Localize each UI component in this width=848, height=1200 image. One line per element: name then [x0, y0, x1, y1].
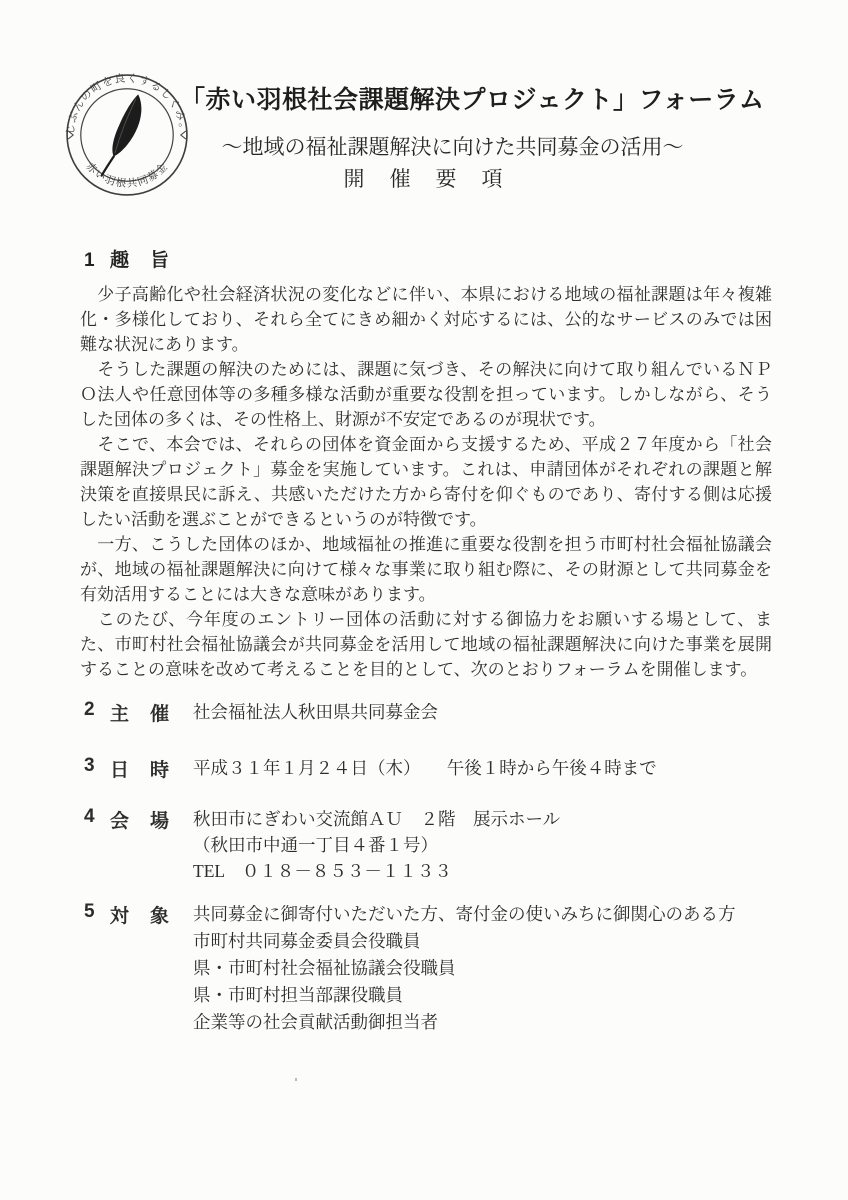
organizer-name: 社会福祉法人秋田県共同募金会: [193, 702, 438, 722]
event-datetime: 平成３１年１月２４日（木） 午後１時から午後４時まで: [193, 758, 657, 778]
header: [180, 80, 765, 161]
venue-phone: TEL ０１８－８５３－１１３３: [193, 861, 452, 881]
section-datetime: [80, 755, 772, 782]
document-body: [80, 249, 772, 1036]
stamp-top-text: じぶんの町を良くするしくみ。: [64, 72, 190, 136]
detail-sections: [80, 699, 772, 1036]
page-title: 「赤い羽根社会課題解決プロジェクト」フォーラム: [180, 86, 765, 114]
section-purpose-heading: [80, 249, 772, 273]
stamp-bottom-text: 赤い羽根共同募金: [83, 160, 171, 191]
section-audience: [80, 901, 772, 1036]
section-label: 日 時: [110, 760, 171, 781]
audience-content: [193, 901, 772, 1036]
section-label: 趣 旨: [110, 250, 171, 271]
section-organizer: [80, 699, 772, 726]
section-number: 1: [84, 250, 95, 271]
section-label: 対 象: [110, 906, 171, 927]
purpose-paragraph: 少子高齢化や社会経済状況の変化などに伴い、本県における地域の福祉課題は年々複雑化・多様化しており、それら全てにきめ細かく対応するには、公的なサービスのみでは困難な状況にあります。: [80, 285, 772, 354]
datetime-content: [193, 755, 772, 781]
scan-speck: [295, 1078, 297, 1081]
venue-name: 秋田市にぎわい交流館ＡＵ ２階 展示ホール: [193, 809, 561, 829]
section-purpose-text: [80, 282, 772, 682]
section-label: 主 催: [110, 704, 171, 725]
audience-item: 市町村共同募金委員会役職員: [193, 931, 421, 951]
purpose-paragraph: このたび、今年度のエントリー団体の活動に対する御協力をお願いする場として、また、市町村社会福祉協議会が共同募金を活用して地域の福祉課題解決に向けた事業を展開することの意味を改めて考えることを目的として、次のとおりフォーラムを開催します。: [80, 610, 772, 679]
audience-item: 県・市町村担当部課役職員: [193, 985, 403, 1005]
purpose-paragraph: 一方、こうした団体のほか、地域福祉の推進に重要な役割を担う市町村社会福祉協議会が、地域の福祉課題解決に向けて様々な事業に取り組む際に、その財源として共同募金を有効活用することには大きな意味があります。: [80, 535, 772, 604]
section-venue: [80, 806, 772, 884]
section-label: 会 場: [110, 811, 171, 832]
organizer-content: [193, 699, 772, 725]
venue-content: [193, 806, 772, 884]
audience-item: 共同募金に御寄付いただいた方、寄付金の使いみちに御関心のある方: [193, 904, 736, 924]
section-number: 2: [84, 699, 95, 720]
page-subtitle: ～地域の福祉課題解決に向けた共同募金の活用～: [221, 136, 684, 159]
venue-address: （秋田市中通一丁目４番１号）: [193, 835, 438, 855]
doc-type-heading: 開 催 要 項: [343, 168, 505, 191]
section-number: 3: [84, 755, 95, 776]
audience-item: 県・市町村社会福祉協議会役職員: [193, 958, 456, 978]
purpose-paragraph: そうした課題の解決のためには、課題に気づき、その解決に向けて取り組んでいるＮＰＯ法人や任意団体等の多種多様な活動が重要な役割を担っています。しかしながら、そうした団体の多くは、その性格上、財源が不安定であるのが現状です。: [80, 360, 772, 429]
purpose-paragraph: そこで、本会では、それらの団体を資金面から支援するため、平成２７年度から「社会課題解決プロジェクト」募金を実施しています。これは、申請団体がそれぞれの課題と解決策を直接県民に訴え、共感いただけた方から寄付を仰ぐものであり、寄付する側は応援したい活動を選ぶことができるというのが特徴です。: [80, 435, 772, 529]
audience-item: 企業等の社会貢献活動御担当者: [193, 1012, 438, 1032]
section-number: 5: [84, 901, 95, 922]
section-number: 4: [84, 806, 95, 827]
